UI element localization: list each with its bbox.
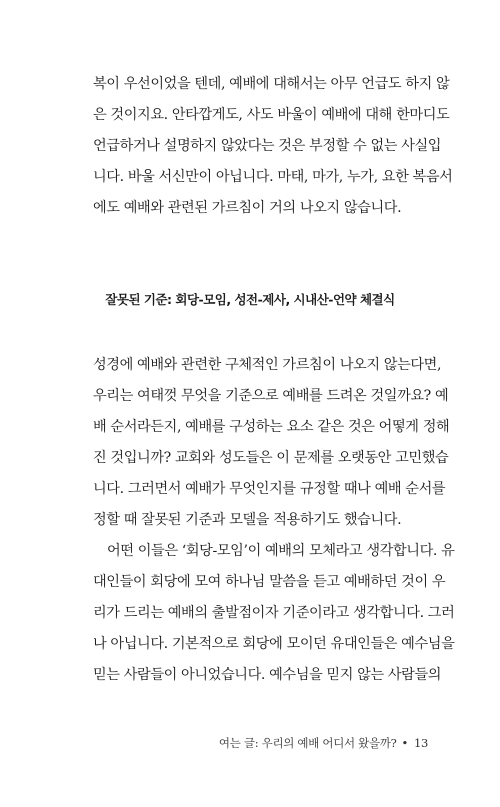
text-line: 에도 예배와 관련된 가르침이 거의 나오지 않습니다. bbox=[93, 200, 402, 216]
page-footer bbox=[219, 735, 428, 751]
paragraph-intro-continuation bbox=[93, 69, 453, 224]
text-line: 니다. 바울 서신만이 아닙니다. 마태, 마가, 누가, 요한 복음서 bbox=[93, 169, 453, 185]
running-title: 여는 글: 우리의 예배 어디서 왔을까? bbox=[218, 736, 397, 750]
text-line: 대인들이 회당에 모여 하나님 말씀을 듣고 예배하던 것이 우 bbox=[93, 574, 446, 590]
text-line: 나 아닙니다. 기본적으로 회당에 모이던 유대인들은 예수님을 bbox=[93, 636, 455, 652]
text-line: 우리는 여태껏 무엇을 기준으로 예배를 드려온 것일까요? 예 bbox=[93, 388, 449, 404]
paragraph-standards bbox=[93, 350, 450, 536]
text-line: 성경에 예배와 관련한 구체적인 가르침이 나오지 않는다면, bbox=[93, 357, 442, 373]
page-number: 13 bbox=[413, 736, 428, 750]
section-heading: 잘못된 기준: 회당-모임, 성전-제사, 시내산-언약 체결식 bbox=[105, 292, 395, 307]
text-line: 정할 때 잘못된 기준과 모델을 적용하기도 했습니다. bbox=[93, 512, 402, 528]
text-line: 리가 드리는 예배의 출발점이자 기준이라고 생각합니다. 그러 bbox=[93, 605, 455, 621]
text-line: 진 것입니까? 교회와 성도들은 이 문제를 오랫동안 고민했습 bbox=[93, 450, 449, 466]
text-line: 은 것이지요. 안타깝게도, 사도 바울이 예배에 대해 한마디도 bbox=[93, 107, 450, 123]
text-line: 배 순서라든지, 예배를 구성하는 요소 같은 것은 어떻게 정해 bbox=[93, 419, 450, 435]
bullet-separator: • bbox=[401, 736, 408, 750]
text-line: 어떤 이들은 ‘회당-모임’이 예배의 모체라고 생각합니다. 유 bbox=[107, 543, 455, 559]
text-line: 믿는 사람들이 아니었습니다. 예수님을 믿지 않는 사람들의 bbox=[93, 667, 442, 683]
text-line: 니다. 그러면서 예배가 무엇인지를 규정할 때나 예배 순서를 bbox=[93, 481, 446, 497]
paragraph-synagogue bbox=[93, 536, 455, 691]
text-line: 언급하거나 설명하지 않았다는 것은 부정할 수 없는 사실입 bbox=[93, 138, 442, 154]
text-line: 복이 우선이었을 텐데, 예배에 대해서는 아무 언급도 하지 않 bbox=[93, 76, 450, 92]
